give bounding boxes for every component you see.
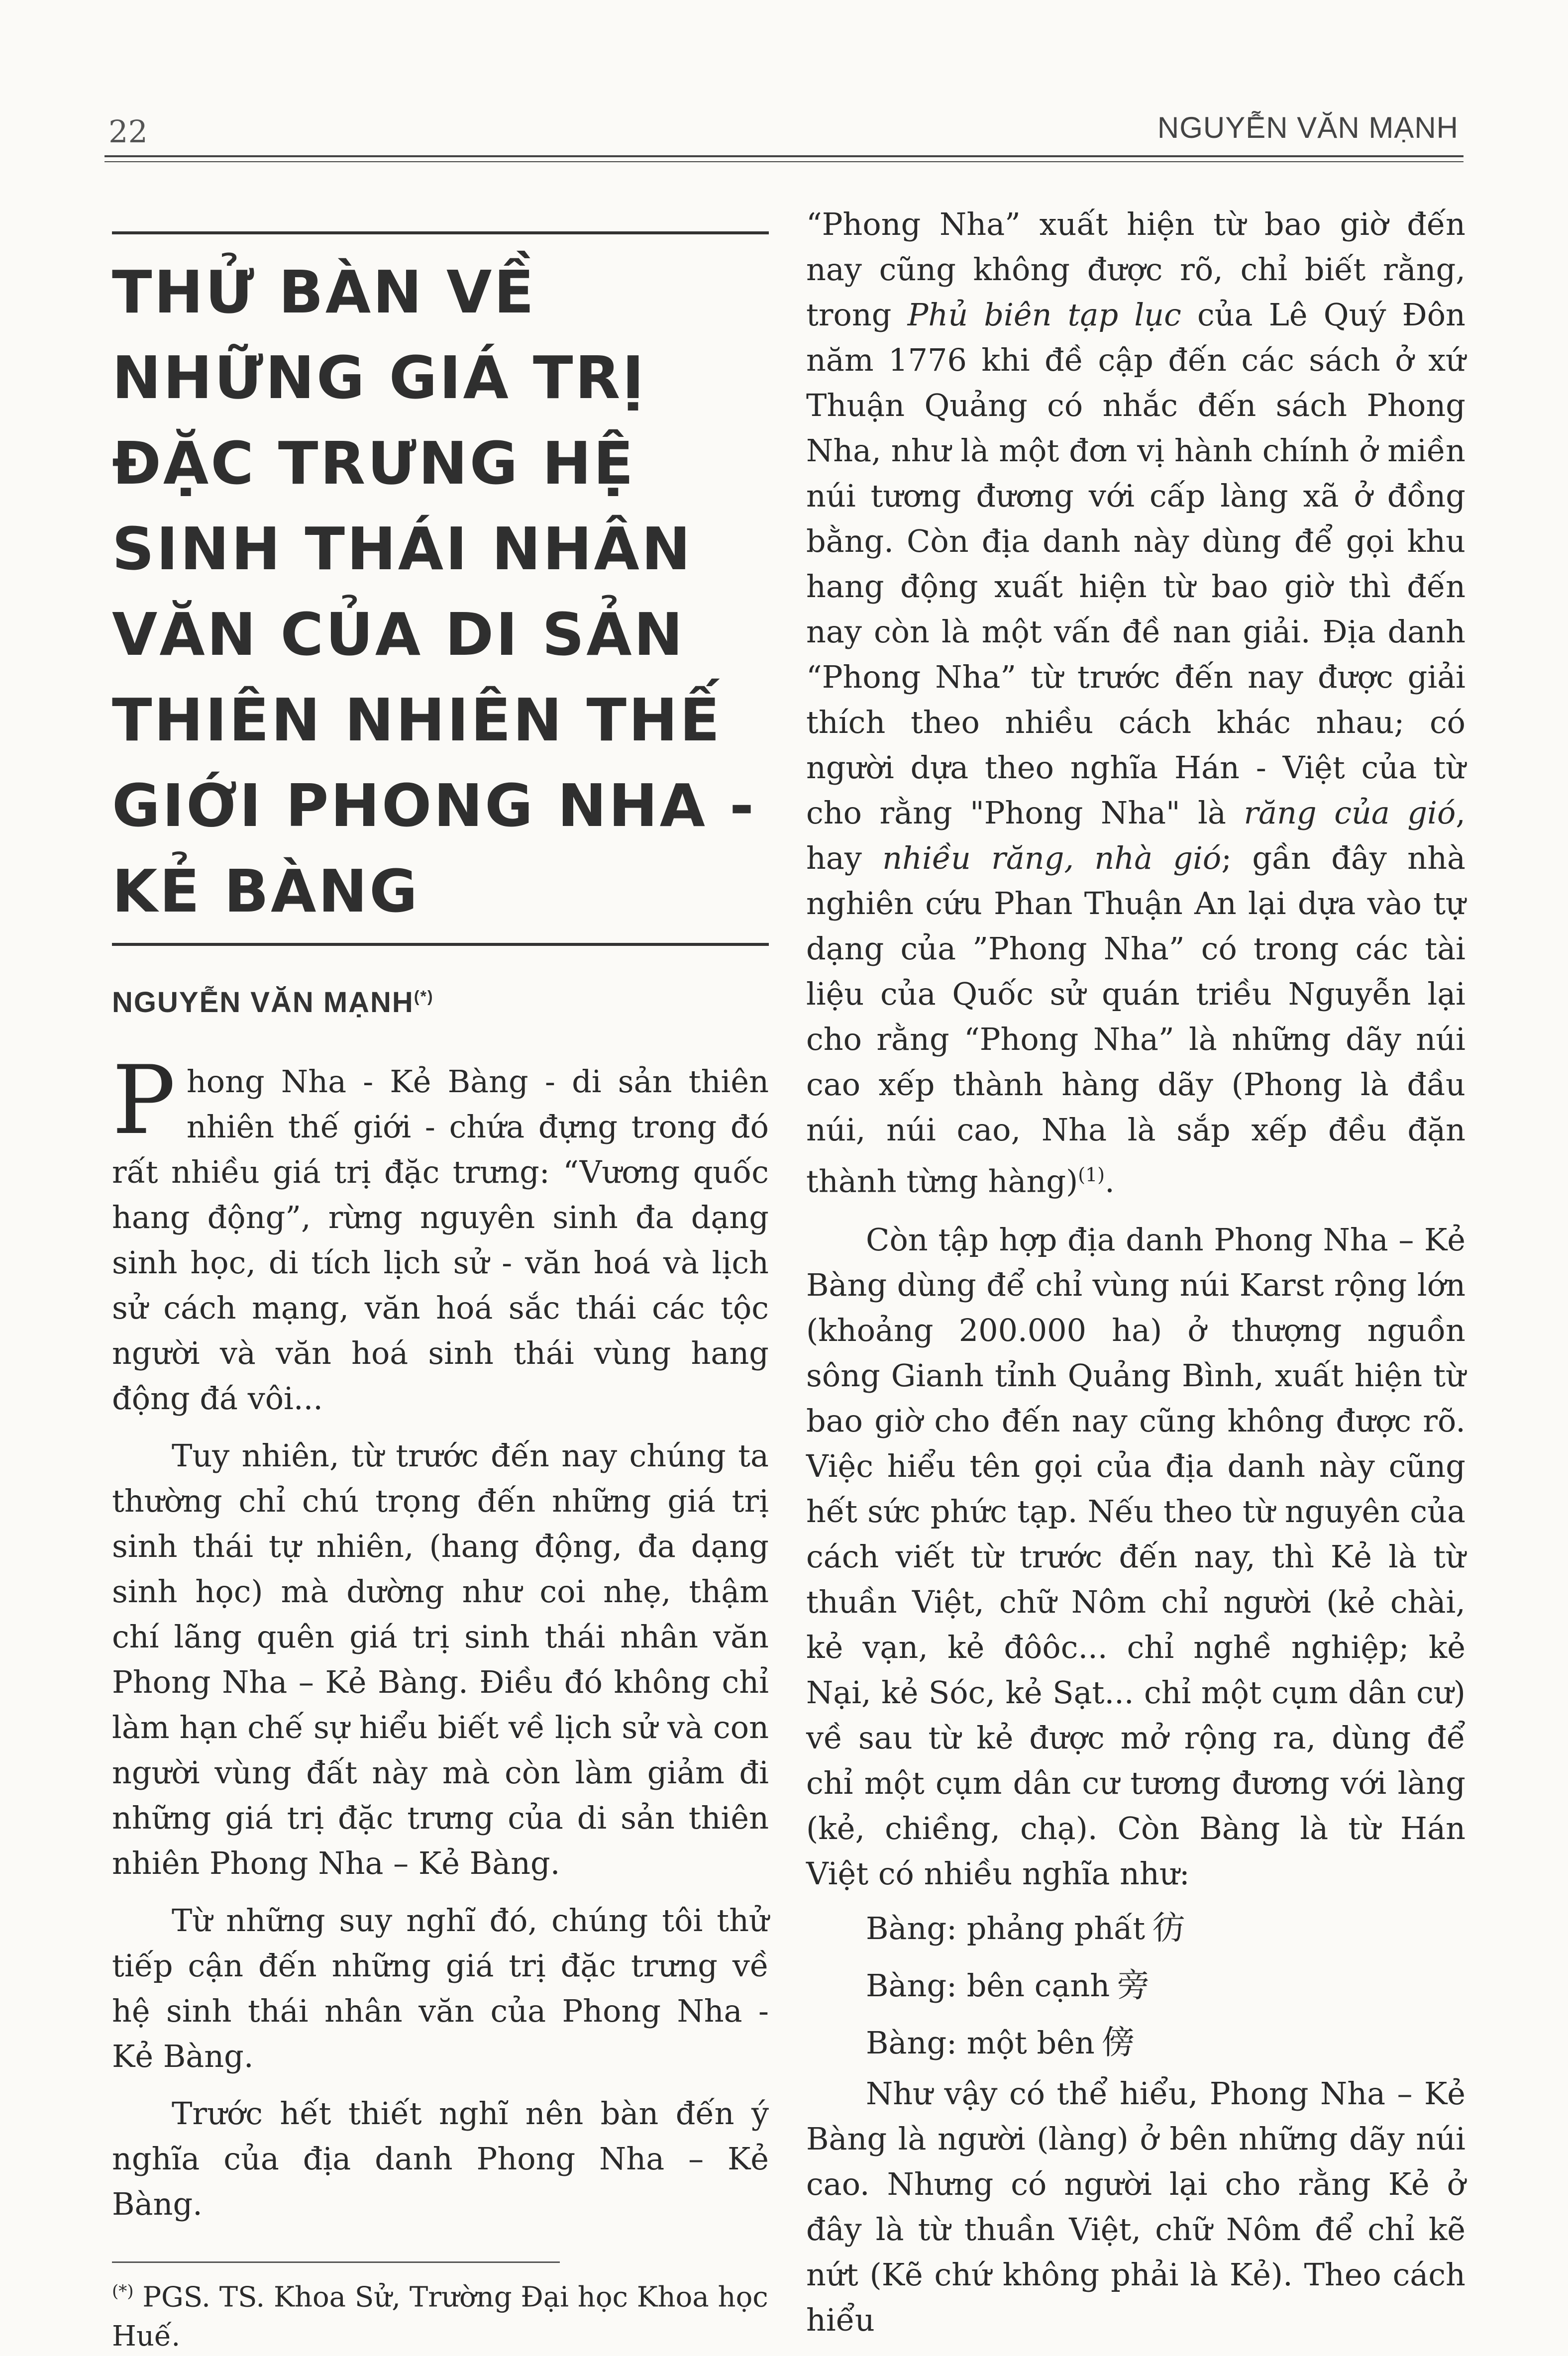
title-top-rule (112, 231, 769, 234)
text-run: , hay (806, 795, 1465, 876)
italic-phrase: nhiều răng, nhà gió (882, 840, 1222, 876)
drop-cap: P (112, 1045, 176, 1155)
meaning-item (806, 2018, 1465, 2068)
meaning-text: Bàng: phảng phất (866, 1910, 1146, 1946)
right-paragraph-3: Như vậy có thể hiểu, Phong Nha – Kẻ Bàng là người (làng) ở bên những dãy núi cao. Nhưng có người lại cho rằng Kẻ ở đây là từ thuần Việt, chữ Nôm để chỉ kẽ nứt (Kẽ chứ không phải là Kẻ). Theo cách hiểu (806, 2075, 1465, 2338)
footnote (112, 2272, 769, 2356)
intro-text: hong Nha - Kẻ Bàng - di sản thiên nhiên thế giới - chứa đựng trong đó rất nhiều giá trị đặc trưng: “Vương quốc hang động”, rừng nguyên sinh đa dạng sinh học, di tích lịch sử - văn hoá và lịch sử cách mạng, văn hoá sắc thái các tộc người và văn hoá sinh thái vùng hang động đá vôi... (112, 1063, 769, 1417)
intro-paragraph (112, 1045, 769, 1421)
endnote-mark: (1) (1078, 1164, 1105, 1186)
page-number: 22 (108, 113, 148, 150)
meaning-item (806, 1960, 1465, 2011)
right-paragraph-2: Còn tập hợp địa danh Phong Nha – Kẻ Bàng dùng để chỉ vùng núi Karst rộng lớn (khoảng 200.000 ha) ở thượng nguồn sông Gianh tỉnh Quảng Bình, xuất hiện từ bao giờ cho đến nay cũng không được rõ. Việc hiểu tên gọi của địa danh này cũng hết sức phức tạp. Nếu theo từ nguyên của cách viết từ trước đến nay, thì Kẻ là từ thuần Việt, chữ Nôm chỉ người (kẻ chài, kẻ vạn, kẻ đôôc... chỉ nghề nghiệp; kẻ Nại, kẻ Sóc, kẻ Sạt... chỉ một cụm dân cư) về sau từ kẻ được mở rộng ra, dùng để chỉ một cụm dân cư tương đương với làng (kẻ, chiềng, chạ). Còn Bàng là từ Hán Việt có nhiều nghĩa như: (806, 1221, 1465, 1892)
author-note-mark: (*) (414, 987, 434, 1006)
book-title: Phủ biên tạp lục (907, 297, 1181, 333)
footnote-rule (112, 2261, 560, 2263)
article-title: THỬ BÀN VỀ NHỮNG GIÁ TRỊ ĐẶC TRƯNG HỆ SINH THÁI NHÂN VĂN CỦA DI SẢN THIÊN NHIÊN THẾ GIỚI PHONG NHA - KẺ BÀNG (112, 258, 756, 925)
left-column (112, 231, 769, 2356)
meaning-text: Bàng: một bên (866, 2024, 1095, 2061)
text-run: của Lê Quý Đôn năm 1776 khi đề cập đến các sách ở xứ Thuận Quảng có nhắc đến sách Phong Nha, như là một đơn vị hành chính ở miền núi tương đương với cấp làng xã ở đồng bằng. Còn địa danh này dùng để gọi khu hang động xuất hiện từ bao giờ thì đến nay còn là một vấn đề nan giải. Địa danh “Phong Nha” từ trước đến nay được giải thích theo nhiều cách khác nhau; có người dựa theo nghĩa Hán - Việt của từ cho rằng "Phong Nha" là (806, 297, 1465, 831)
han-character: 旁 (1117, 1965, 1150, 2004)
text-run: . (1105, 1163, 1115, 1200)
right-paragraph-1 (806, 202, 1465, 1204)
italic-phrase: răng của gió (1244, 795, 1456, 831)
han-character: 傍 (1101, 2023, 1135, 2061)
footnote-text: PGS. TS. Khoa Sử, Trường Đại học Khoa học Huế. (112, 2281, 768, 2353)
author-name: NGUYỄN VĂN MẠNH (112, 986, 414, 1019)
body-paragraph-2: Tuy nhiên, từ trước đến nay chúng ta thường chỉ chú trọng đến những giá trị sinh thái tự nhiên, (hang động, đa dạng sinh học) mà dường như coi nhẹ, thậm chí lãng quên giá trị sinh thái nhân văn Phong Nha – Kẻ Bàng. Điều đó không chỉ làm hạn chế sự hiểu biết về lịch sử và con người vùng đất này mà còn làm giảm đi những giá trị đặc trưng của di sản thiên nhiên Phong Nha – Kẻ Bàng. (112, 1437, 769, 1881)
body-paragraph-4: Trước hết thiết nghĩ nên bàn đến ý nghĩa của địa danh Phong Nha – Kẻ Bàng. (112, 2095, 769, 2222)
han-character: 彷 (1152, 1908, 1185, 1947)
footnote-mark: (*) (112, 2281, 134, 2301)
meaning-item (806, 1903, 1465, 1953)
title-bottom-rule (112, 943, 769, 946)
header-rule (105, 155, 1463, 162)
right-column (806, 202, 1465, 2343)
running-head: NGUYỄN VĂN MẠNH (1157, 111, 1459, 144)
body-paragraph-3: Từ những suy nghĩ đó, chúng tôi thử tiếp cận đến những giá trị đặc trưng về hệ sinh thái nhân văn của Phong Nha - Kẻ Bàng. (112, 1902, 769, 2074)
author-byline (112, 986, 769, 1019)
text-run: ; gần đây nhà nghiên cứu Phan Thuận An lại dựa vào tự dạng của ”Phong Nha” có trong các tài liệu của Quốc sử quán triều Nguyễn lại cho rằng “Phong Nha” là những dãy núi cao xếp thành hàng dãy (Phong là đầu núi, núi cao, Nha là sắp xếp đều đặn thành từng hàng) (806, 840, 1465, 1200)
text-run: “Phong Nha” xuất hiện từ bao giờ đến nay cũng không được rõ, chỉ biết rằng, trong (806, 206, 1465, 333)
meaning-text: Bàng: bên cạnh (866, 1967, 1110, 2004)
